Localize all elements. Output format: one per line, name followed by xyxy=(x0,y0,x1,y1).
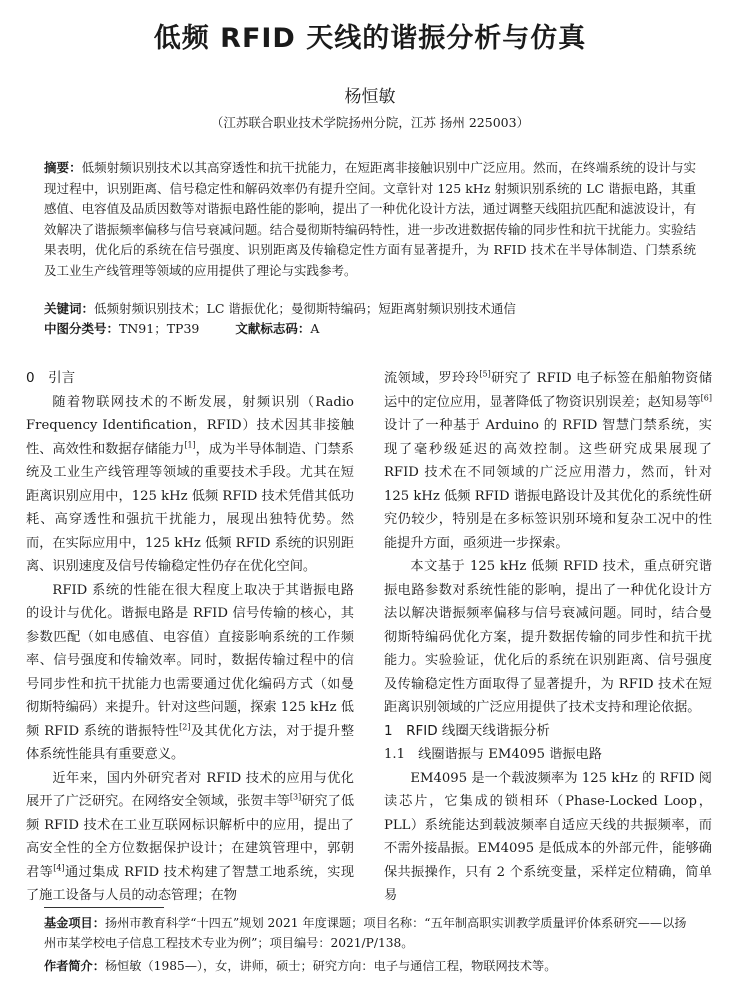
funding-note xyxy=(44,913,696,953)
paragraph: 随着物联网技术的不断发展，射频识别（Radio Frequency Identification，RFID）技术因其非接触性、高效性和数据存储能力[1]，成为半导体制造、门禁系统及工业生产线管理等领域的重要技术手段。尤其在短距离识别应用中，125 kHz 低频 RFID 技术凭借其低功耗、高穿透性和强抗干扰能力，展现出独特优势。然而，在实际应用中，125 kHz 低频 RFID 系统的识别距离、识别速度及信号传输稳定性仍存在优化空间。 xyxy=(26,394,354,574)
right-column xyxy=(384,367,712,908)
keywords-label: 关键词： xyxy=(44,301,95,316)
classification xyxy=(44,320,696,338)
abstract-label: 摘要： xyxy=(44,160,82,175)
doc-code-label: 文献标志码： xyxy=(235,321,311,336)
paragraph: RFID 系统的性能在很大程度上取决于其谐振电路的设计与优化。谐振电路是 RFID 信号传输的核心，其参数匹配（如电感值、电容值）直接影响系统的工作频率、信号强度和传输效率。同时，数据传输过程中的信号同步性和抗干扰能力也需要通过优化编码方式（如曼彻斯特编码）来提升。针对这些问题，探索 125 kHz 低频 RFID 系统的谐振特性[2]及其优化方法，对于提升整体系统性能具有重要意义。 xyxy=(26,582,355,762)
subsection-heading-1-1: 1.1 线圈谐振与 EM4095 谐振电路 xyxy=(384,747,602,762)
clc-label: 中图分类号： xyxy=(44,321,120,336)
paragraph: 本文基于 125 kHz 低频 RFID 技术，重点研究谐振电路参数对系统性能的影响，提出了一种优化设计方法以解决谐振频率偏移与信号衰减问题。同时，结合曼彻斯特编码优化方案，提升数据传输的同步性和抗干扰能力。实验验证，优化后的系统在识别距离、信号强度及传输稳定性方面取得了显著提升，为 RFID 技术在短距离识别领域的广泛应用提供了技术支持和理论依据。 xyxy=(384,559,712,715)
paper-title: 低频 RFID 天线的谐振分析与仿真 xyxy=(153,23,587,54)
paragraph: 流领域，罗玲玲[5]研究了 RFID 电子标签在船舶物资储运中的定位应用，显著降低了物资识别误差；赵知易等[6]设计了一种基于 Arduino 的 RFID 智慧门禁系统，实现了毫秒级延迟的高效控制。这些研究成果展现了 RFID 技术在不同领域的广泛应用潜力，然而，针对 125 kHz 低频 RFID 谐振电路设计及其优化的系统性研究仍较少，特别是在多标签识别环境和复杂工况中的性能提升方面，亟须进一步探索。 xyxy=(384,369,713,551)
clc-value: TN91；TP39 xyxy=(119,321,200,336)
funding-label: 基金项目： xyxy=(44,916,105,930)
funding-text: 扬州市教育科学“十四五”规划 2021 年度课题；项目名称：“五年制高职实训教学质量评价体系研究——以扬州市某学校电子信息工程技术专业为例”；项目编号：2021/P/138。 xyxy=(44,916,687,950)
left-column xyxy=(26,367,354,908)
keywords xyxy=(44,300,696,318)
section-heading-1: 1 RFID 线圈天线谐振分析 xyxy=(384,722,550,739)
paragraph: 近年来，国内外研究者对 RFID 技术的应用与优化展开了广泛研究。在网络安全领域，张贺丰等[3]研究了低频 RFID 技术在工业互联网标识解析中的应用，提出了高安全性的全方位数据保护设计；在建筑管理中，郭朝君等[4]通过集成 RFID 技术构建了智慧工地系统，实现了施工设备与人员的动态管理；在物 xyxy=(26,770,355,903)
doc-code-value: A xyxy=(310,321,320,336)
footnote-divider xyxy=(44,907,164,908)
abstract xyxy=(44,158,696,281)
paragraph: EM4095 是一个载波频率为 125 kHz 的 RFID 阅读芯片，它集成的锁相环（Phase-Locked Loop，PLL）系统能达到载波频率自适应天线的共振频率，而不需外接晶振。EM4095 是低成本的外部元件，能够确保共振操作，只有 2 个系统变量，采样定位精确，简单易 xyxy=(384,770,712,903)
abstract-text: 低频射频识别技术以其高穿透性和抗干扰能力，在短距离非接触识别中广泛应用。然而，在终端系统的设计与实现过程中，识别距离、信号稳定性和解码效率仍有提升空间。文章针对 125 kHz 射频识别系统的 LC 谐振电路，其重感值、电容值及品质因数等对谐振电路性能的影响，提出了一种优化设计方法，通过调整天线阻抗匹配和滤波设计，有效解决了谐振频率偏移与信号衰减问题。结合曼彻斯特编码特性，进一步改进数据传输的同步性和抗干扰能力。实验结果表明，优化后的系统在信号强度、识别距离及传输稳定性方面有显著提升，为 RFID 技术在半导体制造、门禁系统及工业生产线管理等领域的应用提供了理论与实践参考。 xyxy=(44,160,696,278)
author-name: 杨恒敏 xyxy=(344,87,396,107)
author-affiliation: （江苏联合职业技术学院扬州分院，江苏 扬州 225003） xyxy=(210,115,530,130)
bio-text: 杨恒敏（1985—），女，讲师，硕士；研究方向：电子与通信工程，物联网技术等。 xyxy=(104,959,557,973)
bio-label: 作者简介： xyxy=(44,959,105,973)
author-bio xyxy=(44,956,696,976)
section-heading-introduction: 0 引言 xyxy=(26,370,76,386)
keywords-text: 低频射频识别技术；LC 谐振优化；曼彻斯特编码；短距离射频识别技术通信 xyxy=(94,301,516,316)
